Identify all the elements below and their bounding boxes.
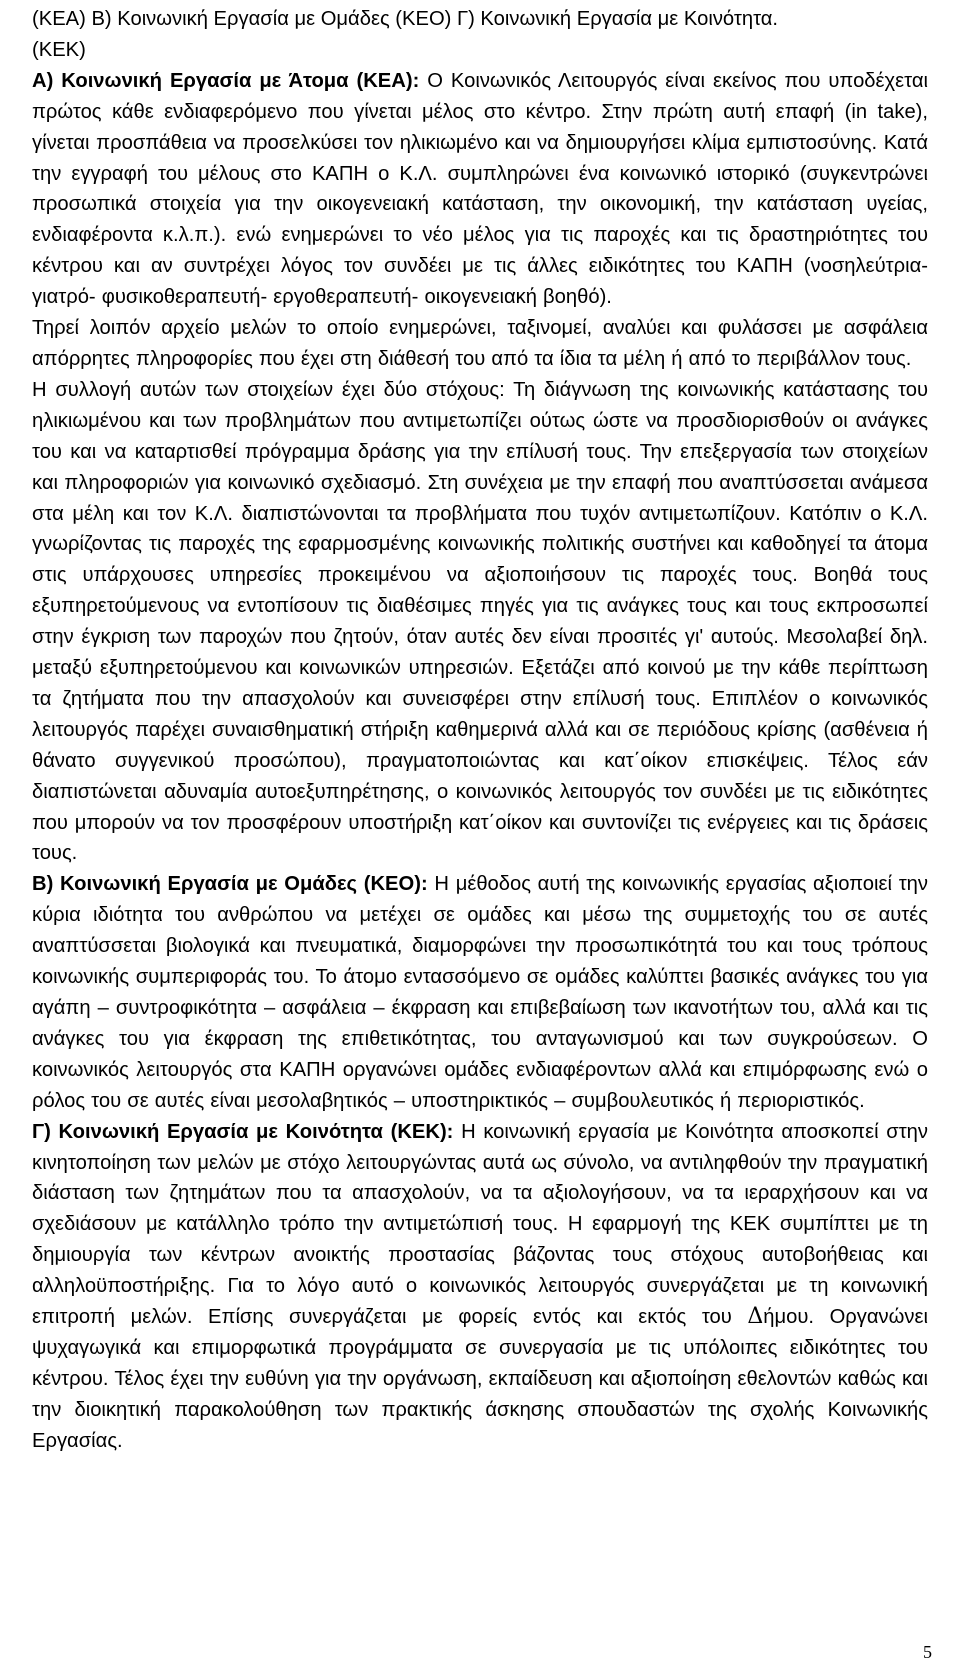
section-b-paragraph: [32, 869, 928, 1116]
section-c-text-end: ήμου. Οργανώνει ψυχαγωγικά και επιμορφωτικά προγράμματα σε συνεργασία με τις υπόλοιπες ειδικότητες του κέντρου. Τέλος έχει την ευθύνη για την οργάνωση, εκπαίδευση και αξιοποίηση εθελοντών καθώς και την διοικητική παρακολούθηση των πρακτικής άσκησης σπουδαστών της σχολής Κοινωνικής Εργασίας.: [32, 1306, 928, 1452]
section-b-text: Η μέθοδος αυτή της κοινωνικής εργασίας αξιοποιεί την κύρια ιδιότητα του ανθρώπου να μετέχει σε ομάδες και μέσω της συμμετοχής του σε αυτές αναπτύσσεται βιολογικά και πνευματικά, διαμορφώνει την προσωπικότητά του και τους τρόπους κοινωνικής συμπεριφοράς του. Το άτομο εντασσόμενο σε ομάδες καλύπτει βασικές ανάγκες του για αγάπη – συντροφικότητα – ασφάλεια – έκφραση και επιβεβαίωση των ικανοτήτων του, αλλά και τις ανάγκες του για έκφραση της επιθετικότητας, του ανταγωνισμού και των συγκρούσεων. Ο κοινωνικός λειτουργός στα ΚΑΠΗ οργανώνει ομάδες ενδιαφέροντων αλλά και επιμόρφωσης ενώ ο ρόλος του σε αυτές είναι μεσολαβητικός – υποστηρικτικός – συμβουλευτικός ή περιοριστικός.: [32, 873, 928, 1112]
page-number: 5: [923, 1642, 932, 1662]
section-a-heading: Α) Κοινωνική Εργασία με Άτομα (ΚΕΑ):: [32, 69, 420, 92]
section-c-delta: Δ: [747, 1304, 764, 1330]
section-a-text: Ο Κοινωνικός Λειτουργός είναι εκείνος που υποδέχεται πρώτος κάθε ενδιαφερόμενο που γίνεται μέλος στο κέντρο. Στην πρώτη αυτή επαφή (in take), γίνεται προσπάθεια να προσελκύσει τον ηλικιωμένο και να δημιουργήσει κλίμα εμπιστοσύνης. Κατά την εγγραφή του μέλους στο ΚΑΠΗ ο Κ.Λ. συμπληρώνει ένα κοινωνικό ιστορικό (συγκεντρώνει προσωπικά στοιχεία για την οικογενειακή κατάσταση, την οικονομική, την κατάσταση υγείας, ενδιαφέροντα κ.λ.π.). ενώ ενημερώνει το νέο μέλος για τις παροχές και τις δραστηριότητες του κέντρου και αν συντρέχει λόγος τον συνδέει με τις άλλες ειδικότητες του ΚΑΠΗ (νοσηλεύτρια- γιατρό- φυσικοθεραπευτή- εργοθεραπευτή- οικογενειακή βοηθό).: [32, 69, 928, 309]
section-c-paragraph: [32, 1117, 928, 1457]
section-c-text: Η κοινωνική εργασία με Κοινότητα αποσκοπεί στην κινητοποίηση των μελών με στόχο λειτουργώντας αυτά ως σύνολο, να αντιληφθούν την πραγματική διάσταση των ζητημάτων που τα απασχολούν, να τα αξιολογήσουν, να τα ιεραρχήσουν και να σχεδιάσουν με κατάλληλο τρόπο την αντιμετώπισή τους. Η εφαρμογή της ΚΕΚ συμπίπτει με τη δημιουργία των κέντρων ανοικτής προστασίας βάζοντας τους στόχους αυτοβοήθειας και αλληλοϋποστήριξης. Για το λόγο αυτό ο κοινωνικός λειτουργός συνεργάζεται με τη κοινωνική επιτροπή μελών. Επίσης συνεργάζεται με φορείς εντός και εκτός του: [32, 1120, 928, 1329]
intro-line-1: (ΚΕΑ) Β) Κοινωνική Εργασία με Ομάδες (ΚΕΟ) Γ) Κοινωνική Εργασία με Κοινότητα.: [32, 8, 779, 30]
section-a-paragraph-2: Τηρεί λοιπόν αρχείο μελών το οποίο ενημερώνει, ταξινομεί, αναλύει και φυλάσσει με ασφάλεια απόρρητες πληροφορίες που έχει στη διάθεσή του από τα ίδια τα μέλη ή από το περιβάλλον τους.: [32, 317, 928, 370]
document-page: [32, 4, 928, 1457]
section-b-heading: Β) Κοινωνική Εργασία με Ομάδες (ΚΕΟ):: [32, 873, 428, 896]
section-c-heading: Γ) Κοινωνική Εργασία με Κοινότητα (ΚΕΚ):: [32, 1120, 454, 1143]
intro-line-2: (ΚΕΚ): [32, 38, 86, 61]
section-a-paragraph-3: Η συλλογή αυτών των στοιχείων έχει δύο στόχους: Τη διάγνωση της κοινωνικής κατάστασης του ηλικιωμένου και των προβλημάτων που αντιμετωπίζει ούτως ώστε να προσδιορισθούν οι ανάγκες του και να καταρτισθεί πρόγραμμα δράσης για την επίλυσή τους. Την επεξεργασία των στοιχείων και πληροφοριών για κοινωνικό σχεδιασμό. Στη συνέχεια με την επαφή που αναπτύσσεται ανάμεσα στα μέλη και τον Κ.Λ. διαπιστώνονται τα προβλήματα που τυχόν αντιμετωπίζουν. Κατόπιν ο Κ.Λ. γνωρίζοντας τις παροχές της εφαρμοσμένης κοινωνικής πολιτικής συστήνει και καθοδηγεί τα άτομα στις υπάρχουσες υπηρεσίες προκειμένου να αξιοποιήσουν τις παροχές τους. Βοηθά τους εξυπηρετούμενους να εντοπίσουν τις διαθέσιμες πηγές για τις ανάγκες τους και τους εκπροσωπεί στην έγκριση των παροχών που ζητούν, όταν αυτές δεν είναι προσιτές γι' αυτούς. Μεσολαβεί δηλ. μεταξύ εξυπηρετούμενου και κοινωνικών υπηρεσιών. Εξετάζει από κοινού με την κάθε περίπτωση τα ζητήματα που την απασχολούν και συνεισφέρει στην επίλυσή τους. Επιπλέον ο κοινωνικός λειτουργός παρέχει συναισθηματική στήριξη καθημερινά αλλά και σε περιόδους κρίσης (ασθένεια ή θάνατο συγγενικού προσώπου), πραγματοποιώντας και κατ΄οίκον επισκέψεις. Τέλος εάν διαπιστώνεται αδυναμία αυτοεξυπηρέτησης, ο κοινωνικός λειτουργός τον συνδέει με τις ειδικότητες που μπορούν να τον προσφέρουν υποστήριξη κατ΄οίκον και συντονίζει τις ενέργειες και τις δράσεις τους.: [32, 378, 928, 865]
section-a-paragraph: [32, 66, 928, 313]
